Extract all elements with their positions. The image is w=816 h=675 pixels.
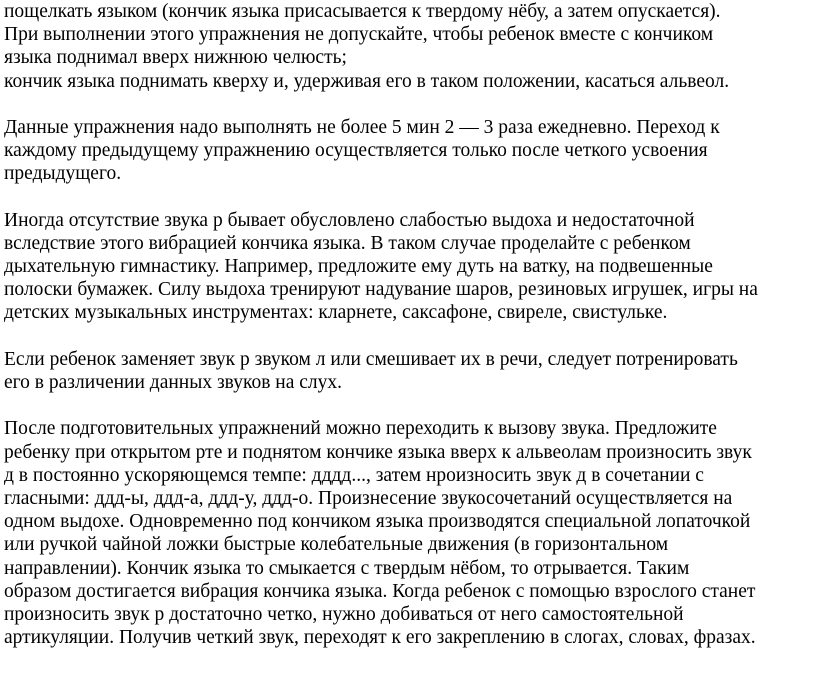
- text-line: После подготовительных упражнений можно переходить к вызову звука. Предложите: [4, 418, 717, 440]
- text-line: каждому предыдущему упражнению осуществляется только после четкого усвоения: [4, 140, 708, 162]
- text-line: или ручкой чайной ложки быстрые колебательные движения (в горизонтальном: [4, 534, 669, 556]
- text-line: полоски бумажек. Силу выдоха тренируют надувание шаров, резиновых игрушек, игры на: [4, 279, 758, 301]
- text-line: вследствие этого вибрацией кончика языка. В таком случае проделайте с ребенком: [4, 232, 691, 254]
- text-line: направлении). Кончик языка то смыкается с твердым нёбом, то отрывается. Таким: [4, 557, 690, 579]
- paragraph-4: [4, 348, 810, 394]
- paragraph-gap: [4, 325, 810, 348]
- paragraph-5: [4, 417, 810, 649]
- text-line: ребенку при открытом рте и поднятом кончике языка вверх к альвеолам произносить звук: [4, 441, 752, 463]
- paragraph-gap: [4, 394, 810, 417]
- text-line: Данные упражнения надо выполнять не более 5 мин 2 — 3 раза ежедневно. Переход к: [4, 116, 720, 138]
- text-line: предыдущего.: [4, 163, 122, 185]
- paragraph-2: [4, 116, 810, 186]
- text-line: гласными: ддд-ы, ддд-а, ддд-у, ддд-о. Произнесение звукосочетаний осуществляется на: [4, 487, 733, 509]
- text-line: образом достигается вибрация кончика языка. Когда ребенок с помощью взрослого станет: [4, 580, 756, 602]
- text-line: одном выдохе. Одновременно под кончиком языка производятся специальной лопаточкой: [4, 511, 751, 533]
- text-line: Если ребенок заменяет звук р звуком л или смешивает их в речи, следует потренировать: [4, 348, 738, 370]
- text-line: произносить звук р достаточно четко, нужно добиваться от него самостоятельной: [4, 603, 684, 625]
- paragraph-3: [4, 209, 810, 325]
- text-line: кончик языка поднимать кверху и, удерживая его в таком положении, касаться альвеол.: [4, 70, 730, 92]
- paragraph-gap: [4, 186, 810, 209]
- text-line: д в постоянно ускоряющемся темпе: дддд..., затем нроизносить звук д в сочетании с: [4, 464, 704, 486]
- text-line: детских музыкальных инструментах: кларнете, саксафоне, свиреле, свистульке.: [4, 302, 668, 324]
- text-line: языка поднимал вверх нижнюю челюсть;: [4, 47, 347, 69]
- text-line: его в различении данных звуков на слух.: [4, 372, 343, 393]
- text-line: артикуляции. Получив четкий звук, переходят к его закреплению в слогах, словах, фразах.: [4, 627, 756, 649]
- text-line: пощелкать языком (кончик языка присасывается к твердому нёбу, а затем опускается).: [4, 1, 721, 22]
- text-line: Иногда отсутствие звука р бывает обусловлено слабостью выдоха и недостаточной: [4, 209, 695, 231]
- text-line: При выполнении этого упражнения не допускайте, чтобы ребенок вместе с кончиком: [4, 24, 714, 46]
- paragraph-gap: [4, 93, 810, 116]
- paragraph-1: [4, 0, 810, 93]
- text-line: дыхательную гимнастику. Например, предложите ему дуть на ватку, на подвешенные: [4, 256, 713, 278]
